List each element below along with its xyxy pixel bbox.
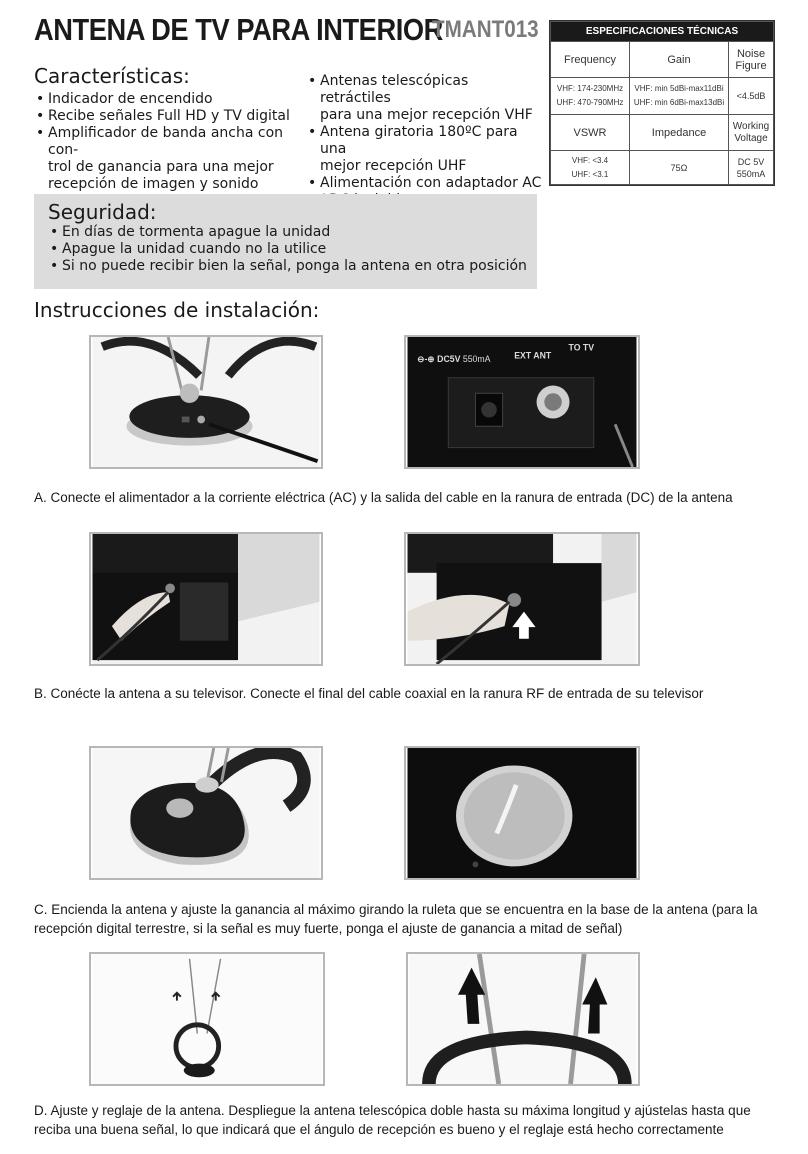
security-item: • Si no puede recibir bien la señal, ponga la antena en otra posición xyxy=(50,258,530,275)
feature-item: • Amplificador de banda ancha con con- trol de ganancia para una mejor recepción de imagen y sonido xyxy=(36,125,296,193)
security-box xyxy=(34,194,537,289)
step-a-caption: A. Conecte el alimentador a la corriente eléctrica (AC) y la salida del cable en la ranura de entrada (DC) de la antena xyxy=(34,490,733,505)
photo-antenna-base xyxy=(89,335,323,469)
spec-label-vswr: VSWR xyxy=(551,115,630,151)
specs-table xyxy=(549,20,775,186)
feature-item: • Antenas telescópicas retráctiles para una mejor recepción VHF xyxy=(308,73,543,124)
installation-heading: Instrucciones de instalación: xyxy=(34,298,320,322)
spec-label-impedance: Impedance xyxy=(630,115,729,151)
step-c-caption: C. Encienda la antena y ajuste la ganancia al máximo girando la ruleta que se encuentra en la base de la antena (para la recepción digital terrestre, si la señal es muy fuerte, ponga el ajuste de ganancia a mitad de señal) xyxy=(34,902,758,936)
spec-label-noise: Noise Figure xyxy=(729,42,774,78)
photo-gain-dial-2 xyxy=(404,746,640,880)
label-dc: DC5V xyxy=(437,354,461,365)
specs-heading: ESPECIFICACIONES TÉCNICAS xyxy=(551,22,774,42)
spec-value-gain: VHF: min 5dBi-max11dBi UHF: min 6dBi-max13dBi xyxy=(630,78,729,115)
photo-antenna-ports xyxy=(404,335,640,469)
feature-item: • Alimentación con adaptador AC xyxy=(308,175,543,209)
spec-label-voltage: Working Voltage xyxy=(729,115,774,151)
spec-value-frequency: VHF: 174-230MHz UHF: 470-790MHz xyxy=(551,78,630,115)
feature-item: • Recibe señales Full HD y TV digital xyxy=(36,108,296,125)
label-ma: 550mA xyxy=(462,354,491,365)
features-list-right xyxy=(308,73,543,209)
label-ext-ant: EXT ANT xyxy=(514,350,552,361)
features-heading: Características: xyxy=(34,64,190,88)
security-list xyxy=(50,224,530,275)
feature-item: • Antena giratoria 180ºC para una mejor recepción UHF xyxy=(308,124,543,175)
photo-gain-dial-1 xyxy=(89,746,323,880)
security-heading: Seguridad: xyxy=(48,200,157,224)
label-to-tv: TO TV xyxy=(568,342,595,353)
features-list-left xyxy=(36,91,296,193)
photo-tv-connect-1 xyxy=(89,532,323,666)
spec-value-voltage: DC 5V 550mA xyxy=(729,151,774,185)
spec-value-impedance: 75Ω xyxy=(630,151,729,185)
security-item: • Apague la unidad cuando no la utilice xyxy=(50,241,530,258)
photo-telescopic-1 xyxy=(89,952,325,1086)
photo-tv-connect-2 xyxy=(404,532,640,666)
spec-label-gain: Gain xyxy=(630,42,729,78)
step-d-caption: D. Ajuste y reglaje de la antena. Despliegue la antena telescópica doble hasta su máxima longitud y ajústelas hasta que reciba una buena señal, lo que indicará que el ángulo de recepción es bueno y el reglaje está hecho correctamente xyxy=(34,1103,751,1137)
page-title: ANTENA DE TV PARA INTERIOR xyxy=(34,12,443,47)
model-number: TMANT013 xyxy=(432,16,539,43)
security-item: • En días de tormenta apague la unidad xyxy=(50,224,530,241)
feature-item: • Indicador de encendido xyxy=(36,91,296,108)
svg-text:⊖-⊕ DC5V 550mA: ⊖-⊕ DC5V 550mA xyxy=(417,354,491,365)
spec-label-frequency: Frequency xyxy=(551,42,630,78)
spec-value-vswr: VHF: <3.4 UHF: <3.1 xyxy=(551,151,630,185)
photo-telescopic-2 xyxy=(406,952,640,1086)
spec-value-noise: <4.5dB xyxy=(729,78,774,115)
step-b-caption: B. Conécte la antena a su televisor. Conecte el final del cable coaxial en la ranura RF de entrada de su televisor xyxy=(34,686,704,701)
